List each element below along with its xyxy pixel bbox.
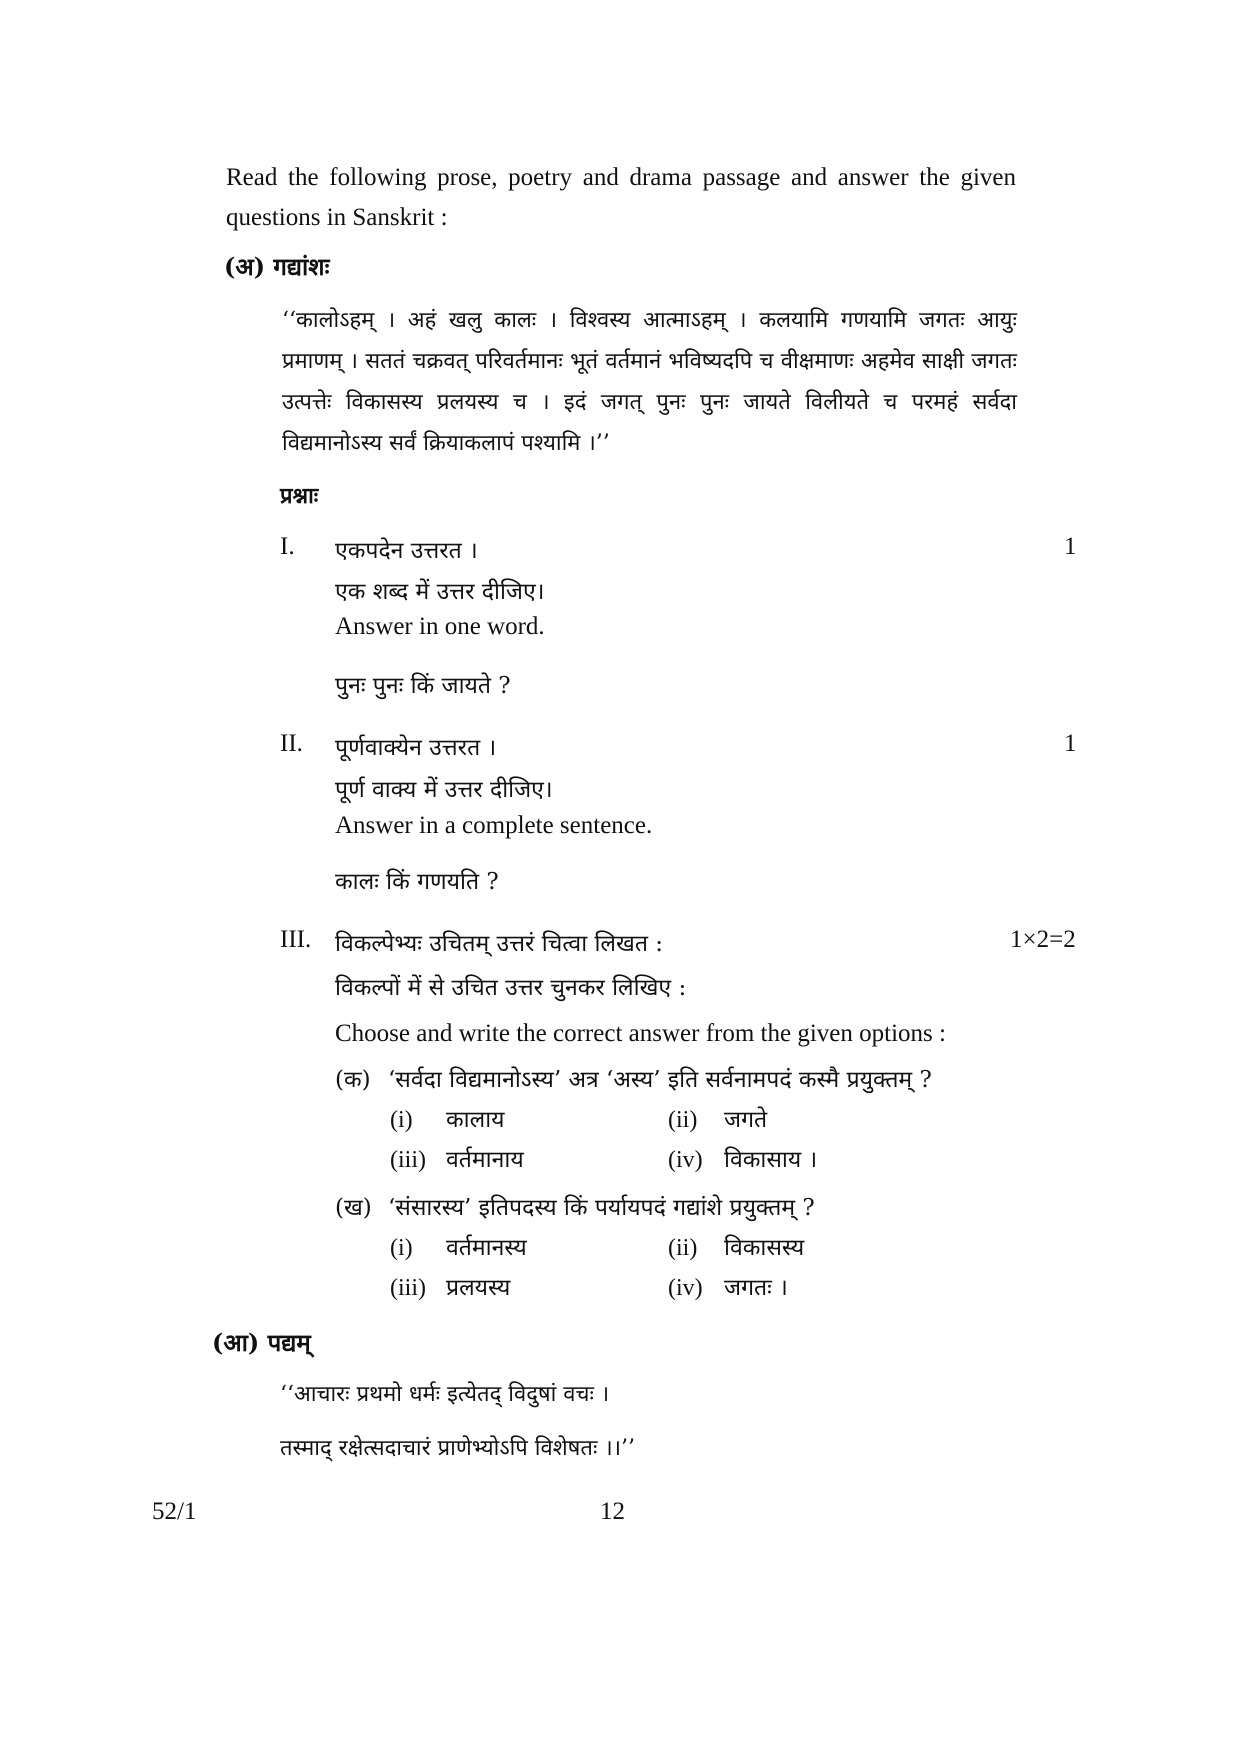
paper-code: 52/1 <box>152 1498 197 1525</box>
option-text: प्रलयस्य <box>446 1275 511 1301</box>
q2-number: II. <box>280 730 303 757</box>
q1-marks: 1 <box>1064 533 1077 560</box>
q3-ka-label: (क) <box>335 1067 371 1093</box>
instructions: Read the following prose, poetry and drama passage and answer the given questions in Sanskrit : <box>226 164 1016 231</box>
q3-ka-option-1 <box>390 1102 505 1134</box>
option-text: वर्तमानस्य <box>446 1235 527 1261</box>
prose-passage: ‘‘कालोऽहम् । अहं खलु कालः । विश्वस्य आत्माऽहम् । कलयामि गणयामि जगतः आयुः प्रमाणम् । सततं चक्रवत् परिवर्तमानः भूतं वर्तमानं भविष्यदपि च वीक्षमाणः अहमेव साक्षी जगतः उत्पत्तेः विकासस्य प्रलयस्य च । इदं जगत् पुनः पुनः जायते विलीयते च परमहं सर्वदा विद्यमानोऽस्य सर्वं क्रियाकलापं पश्यामि ।’’ <box>282 308 1017 456</box>
page-number: 12 <box>600 1498 625 1525</box>
q1-question: पुनः पुनः किं जायते ? <box>335 673 511 699</box>
prose-heading: (अ) गद्यांशः <box>224 252 330 281</box>
option-label: (ii) <box>668 1107 698 1133</box>
q1-number: I. <box>280 533 295 560</box>
poetry-heading: (आ) पद्यम् <box>212 1328 311 1357</box>
q3-kha-option-3 <box>390 1270 510 1302</box>
q3-kha-option-2 <box>668 1230 804 1262</box>
q2-question: कालः किं गणयति ? <box>335 869 499 895</box>
poetry-line-2: तस्माद् रक्षेत्सदाचारं प्राणेभ्योऽपि विशेषतः ।।’’ <box>280 1436 636 1461</box>
q3-instruction-sanskrit: विकल्पेभ्यः उचितम् उत्तरं चित्वा लिखत : <box>335 931 664 957</box>
option-label: (iii) <box>390 1147 426 1173</box>
option-text: विकासाय । <box>724 1147 818 1173</box>
q2-marks: 1 <box>1064 730 1077 757</box>
questions-heading: प्रश्नाः <box>280 483 319 509</box>
q3-ka-option-2 <box>668 1102 767 1134</box>
q3-number: III. <box>280 926 312 953</box>
option-text: विकासस्य <box>724 1235 805 1261</box>
q2-instruction-english: Answer in a complete sentence. <box>335 812 653 839</box>
q3-kha-option-1 <box>390 1230 527 1262</box>
q3-ka-option-4 <box>668 1142 817 1174</box>
q3-kha-option-4 <box>668 1270 788 1302</box>
q3-instruction-hindi: विकल्पों में से उचित उत्तर चुनकर लिखिए : <box>335 975 687 1001</box>
q3-ka-question: ‘सर्वदा विद्यमानोऽस्य’ अत्र ‘अस्य’ इति सर्वनामपदं कस्मै प्रयुक्तम् ? <box>388 1067 932 1093</box>
option-text: जगते <box>724 1107 768 1133</box>
option-label: (i) <box>390 1235 413 1261</box>
q3-marks: 1×2=2 <box>1010 926 1076 953</box>
q3-ka-option-3 <box>390 1142 524 1174</box>
q3-kha-label: (ख) <box>335 1195 372 1221</box>
q3-instruction-english: Choose and write the correct answer from the given options : <box>335 1020 946 1047</box>
option-text: जगतः । <box>724 1275 788 1301</box>
q1-instruction-sanskrit: एकपदेन उत्तरत । <box>335 538 478 564</box>
q3-kha-question: ‘संसारस्य’ इतिपदस्य किं पर्यायपदं गद्यांशे प्रयुक्तम् ? <box>388 1195 815 1221</box>
option-label: (iii) <box>390 1275 426 1301</box>
q2-instruction-hindi: पूर्ण वाक्य में उत्तर दीजिए। <box>335 777 553 803</box>
option-label: (iv) <box>668 1147 703 1173</box>
q1-instruction-english: Answer in one word. <box>335 613 545 640</box>
option-text: वर्तमानाय <box>446 1147 524 1173</box>
q1-instruction-hindi: एक शब्द में उत्तर दीजिए। <box>335 579 545 605</box>
option-label: (ii) <box>668 1235 698 1261</box>
option-label: (i) <box>390 1107 413 1133</box>
option-text: कालाय <box>446 1107 505 1133</box>
q2-instruction-sanskrit: पूर्णवाक्येन उत्तरत । <box>335 735 497 761</box>
option-label: (iv) <box>668 1275 703 1301</box>
poetry-line-1: ‘‘आचारः प्रथमो धर्मः इत्येतद् विदुषां वचः । <box>280 1382 610 1407</box>
